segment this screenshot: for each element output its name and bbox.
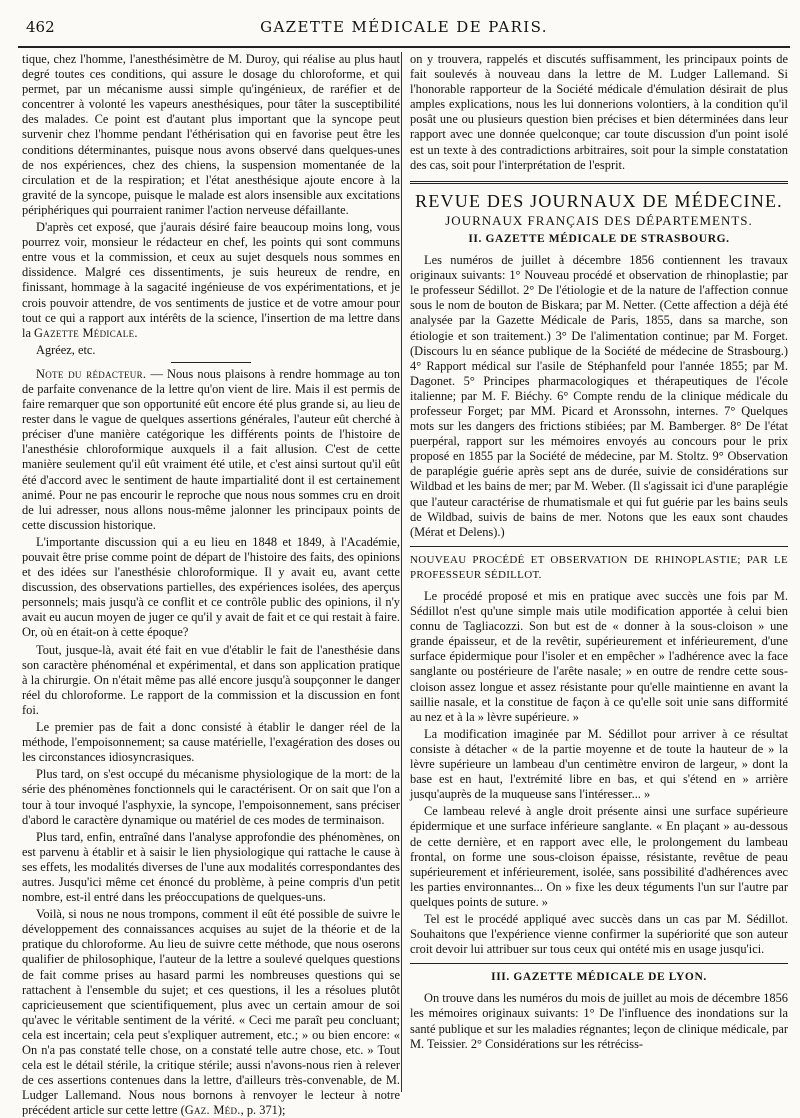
page-header — [18, 18, 790, 48]
journal-reference: Gaz. Méd. — [184, 1103, 241, 1118]
paragraph: Tel est le procédé appliqué avec succès dans un cas par M. Sédillot. Souhaitons que l'expérience vienne confirmer la supériorité que son auteur croit devoir lui attribuer sur tous ceux qui ontété mis en usage jusqu'ici. — [410, 911, 788, 957]
section-title: II. GAZETTE MÉDICALE DE STRASBOURG. — [468, 232, 730, 245]
paragraph: Plus tard, on s'est occupé du mécanisme physiologique de la mort: de la série des phénomènes fonctionnels qui le caractérisent. Or on sait que l'on a tour à tour invoqué l'asphyxie, la syncope, l'empoisonnement, sans préciser d'abord le caractère dynamique ou matériel de ces modes de terminaison. — [22, 767, 400, 827]
sub-title: JOURNAUX FRANÇAIS DES DÉPARTEMENTS. — [445, 212, 753, 228]
paragraph: Le procédé proposé et mis en pratique avec succès une fois par M. Sédillot n'est qu'une simple mais utile modification apportée à celui bien connu de Tagliacozzi. Son but est de « donner à la sous-cloison » une grande épaisseur, et de la revêtir, supérieurement et inférieurement, d'une surface épidermique pour l'isoler et en empêcher » l'adhérence avec la face sanglante ou postérieure de l'arête nasale; » en outre de rendre cette sous-cloison assez longue et assez résistante pour qu'elle maintienne en avant la saillie nasale, et la constitue de façon à ce qu'elle soit unie sans difformité au nez et à la » lèvre supérieure. » — [410, 589, 788, 724]
paragraph-text: , p. 371); — [240, 1103, 286, 1118]
paragraph: L'importante discussion qui a eu lieu en 1848 et 1849, à l'Académie, pouvait être prise comme point de départ de l'histoire des faits, des opinions et des idées sur l'anesthésie chloroformique. Il y avait eu, avant cette discussion, des observations partielles, des expériences isolées, des aperçus personnels; mais jusqu'à ce conflit et ce contrôle public des opinions, il n'y avait eu aucun moyen de juger ce qu'il y avait de fait et ce qui restait à faire. Or, où en était-on à cette époque? — [22, 534, 400, 640]
paragraph: Le premier pas de fait a donc consisté à établir le danger réel de la méthode, l'empoisonnement; sa cause matérielle, l'exagération des doses ou les circonstances idiosyncrasiques. — [22, 720, 400, 765]
paragraph-text: D'après cet exposé, que j'aurais désiré faire beaucoup moins long, vous pourrez voir, monsieur le rédacteur en chef, les points qui sont communs entre vous et la commission, et ceux au sujet desquels nous sommes en dissidence. Malgré ces dissentiments, je suis heureux de rendre, en finissant, hommage à la sagacité ingénieuse de vos expérimentations, et je crois pouvoir attendre, de vos sentiments de justice et de votre amour pour tout ce qui a rapport aux intérêts de la science, l'insertion de ma lettre dans la — [22, 220, 400, 340]
journal-title: GAZETTE MÉDICALE DE PARIS. — [260, 18, 548, 36]
page-number: 462 — [26, 18, 55, 36]
paragraph: tique, chez l'homme, l'anesthésimètre de M. Duroy, qui réalise au plus haut degré toutes ces conditions, qui assure le dosage du chloroforme, et qui permet, par un mécanisme aussi simple qu'ingénieux, de raréfier et de concentrer à volonté les vapeurs anesthésiques, pour tâter la susceptibilité des malades. Ce point est d'autant plus important que la syncope peut survenir chez l'homme pendant l'éthérisation qui en favorise peut être les conditions déterminantes, puisque nous avons observé dans quelques-unes de nos expériences, chez des chiens, la suspension momentanée de la circulation et de la respiration; et l'état anesthésique ajoute encore à la gravité de la syncope, puisque le malade est alors insensible aux excitations périphériques qui pourraient ranimer l'action nerveuse défaillante. — [22, 52, 400, 217]
editor-note — [22, 367, 400, 533]
paragraph: Plus tard, enfin, entraîné dans l'analyse approfondie des phénomènes, on est parvenu à établir et à saisir le lien physiologique qui rattache le cause à ses effets, les modalités diverses de l'une aux modalités correspondantes des autres. Jusqu'ici même cet énoncé du problème, à peine compris d'un petit nombre, est-il entré dans les préoccupations de quelques-uns. — [22, 829, 400, 905]
article-title: NOUVEAU PROCÉDÉ ET OBSERVATION DE RHINOPLASTIE; PAR LE PROFESSEUR SÉDILLOT. — [410, 553, 788, 581]
revue-title: REVUE DES JOURNAUX DE MÉDECINE. — [415, 190, 783, 211]
closing-salutation: Agréez, etc. — [36, 342, 96, 357]
divider — [171, 362, 251, 363]
paragraph — [22, 907, 400, 1118]
paragraph-text: Voilà, si nous ne nous trompons, comment il eût été possible de suivre le développement des connaissances acquises au sujet de la théorie et de la pratique du chloroforme. Au lieu de suivre cette méthode, que nous oserons qualifier de philosophique, l'auteur de la lettre a soulevé quelques questions de fait comme prises au hasard parmi les nombreuses questions qui se rattachent à l'ensemble du sujet; et ces questions, il les a résolues plutôt capricieusement que scientifiquement, plus avec un certain amour de soi qu'avec le véritable sentiment de la vérité. « Ceci me paraît peu concluant; cela est incertain; cela peut s'expliquer autrement, etc.; » ou bien encore: « On n'a pas constaté telle chose, on a constaté telle autre chose, etc. » Tout cela est le détail stérile, la critique stérile; aussi n'avons-nous rien à relever de ces assertions contenues dans la lettre, d'ailleurs très-convenable, de M. Ludger Lallemand. Nous nous bornons à renvoyer le lecteur à notre précédent article sur cette lettre ( — [22, 907, 400, 1118]
divider — [410, 546, 788, 547]
paragraph: On trouve dans les numéros du mois de juillet au mois de décembre 1856 les mémoires originaux suivants: 1° De l'influence des inondations sur la santé publique et sur les maladies régnantes; leçon de clinique médicale, par M. Teissier. 2° Considérations sur les rétréciss- — [410, 991, 788, 1051]
paragraph: Tout, jusque-là, avait été fait en vue d'établir le fait de l'anesthésie dans son caractère phénoménal et expérimental, et dans son application pratique à la chirurgie. On n'était même pas allé encore jusqu'à soupçonner le danger réel du chloroforme. Le rapport de la commission et la discussion en font foi. — [22, 642, 400, 717]
paragraph: Les numéros de juillet à décembre 1856 contiennent les travaux originaux suivants: 1° Nouveau procédé et observation de rhinoplastie; par le professeur Sédillot. 2° De l'étiologie et de la nature de l'affection connue sous le nom de bouton de Biskara; par M. Netter. (Cette affection a déjà été analysée par la Gazette Médicale de Paris, 1855, dans sa marche, son étiologie et son traitement.) 3° De l'alimentation continue; par M. Forget. (Discours lu en séance publique de la Société de médecine de Strasbourg.) 4° Rapport médical sur l'asile de Stéphanfeld pour l'année 1855; par M. Dagonet. 5° Principes pharmacologiques et thérapeutiques de l'école italienne; par M. F. Biéchy. 6° Compte rendu de la clinique médicale du professeur Forget; par MM. Picard et Aronssohn, internes. 7° Quelques mots sur les dangers des frictions stibiées; par M. Bamberger. 8° De l'état puerpéral, rapport sur les mémoires envoyés au concours pour le prix proposé en 1855 par la Société de médecine, par M. Stoltz. 9° Observation de paraplégie guérie après sept ans de durée, suivie de considérations sur Wildbad et les bains de mer; par M. Weber. (Il s'agissait ici d'une paraplégie que l'auteur caractérise de rhumatismale et qui fut guérie par les bains seuls de Wildbad, suivis de bains de mer. Notons que les eaux sont chaudes (Mérat et Delens).) — [410, 253, 788, 539]
editor-note-label: Note du rédacteur. — [36, 366, 147, 381]
paragraph: La modification imaginée par M. Sédillot pour arriver à ce résultat consiste à détacher « de la partie moyenne et de toute la hauteur de » la lèvre supérieure un lambeau d'un centimètre environ de largeur, » dont la base est en haut, l'extrémité libre en bas, et qui s'étend en » arrière jusqu'auprès de la muqueuse sans l'intéresser... » — [410, 726, 788, 802]
divider — [410, 963, 788, 964]
gazette-name: Gazette Médicale. — [34, 325, 138, 340]
editor-note-text: — Nous nous plaisons à rendre hommage au ton de parfaite convenance de la lettre qu'on vient de lire. Mais il est permis de faire remarquer que son opportunité eût encore été plus grande si, au lieu de rester dans le vague de quelques assertions générales, l'auteur eût cherché à préciser d'une manière catégorique les différents points de l'histoire de l'anesthésie chloroformique auxquels il a fait allusion. C'est de cette manière seulement qu'il eût vraiment été utile, et c'est ainsi surtout qu'il eût été d'accord avec le sentiment de haute impartialité dont il est certainement animé. Pour ne pas encourir le reproche que nous nous sommes cru en droit de lui adresser, nous allons nous-même jalonner les principaux points de cette discussion historique. — [22, 366, 400, 532]
left-column — [22, 52, 400, 1118]
column-divider — [401, 52, 402, 1092]
section-divider — [410, 181, 788, 184]
paragraph — [22, 220, 400, 341]
section-title: III. GAZETTE MÉDICALE DE LYON. — [491, 971, 707, 984]
paragraph: Ce lambeau relevé à angle droit présente ainsi une surface supérieure épidermique et une surface inférieure sanglante. « En plaçant » au-dessous de cette dernière, et en rapport avec elle, le prolongement du lambeau frontal, on forme une sous-cloison épaisse, résistante, revêtue de peau supérieurement et inférieurement, isolée, sans possibilité d'adhérences avec les parties environnantes... On » fixe les deux téguments l'un sur l'autre par quelques points de suture. » — [410, 804, 788, 909]
right-column — [410, 52, 788, 1092]
paragraph: on y trouvera, rappelés et discutés suffisamment, les principaux points de fait soulevés à nouveau dans la lettre de M. Ludger Lallemand. Si l'honorable rapporteur de la Société médicale d'émulation désirait de plus amples explications, nous les lui donnerions volontiers, à la condition qu'il posât une ou plusieurs question bien précises et bien déterminées dans leur rapport avec une donnée quelconque; car toute discussion d'un point isolé est un texte à des contradictions arbitraires, soit pour la simple constatation des cas, soit pour l'interprétation de l'esprit. — [410, 52, 788, 172]
